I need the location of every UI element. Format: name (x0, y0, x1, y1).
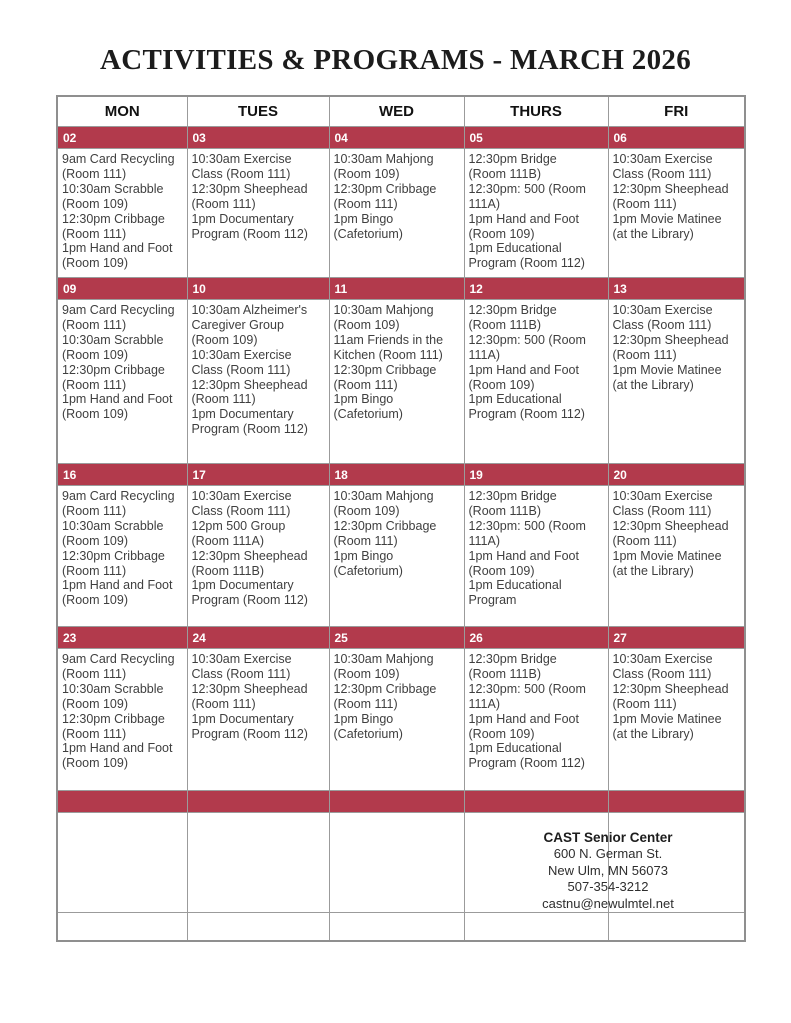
day-cell-03 (187, 149, 329, 278)
event-entry: 10:30am Mahjong (Room 109) (333, 489, 434, 518)
event-entry: 10:30am Exercise Class (Room 111) (191, 152, 292, 181)
empty-cell (329, 913, 464, 941)
event-entry: 1pm Bingo (Cafetorium) (333, 211, 403, 241)
date-cell-27: 27 (608, 627, 745, 649)
event-entry: 11am Friends in the Kitchen (Room 111) (333, 332, 444, 362)
date-cell-empty (187, 791, 329, 813)
event-entry: 10:30am Exercise Class (Room 111) (191, 652, 292, 681)
event-entry: 12:30pm Sheephead (Room 111B) (191, 548, 308, 578)
weekday-header-tues: TUES (187, 96, 329, 127)
event-entry: 1pm Bingo (Cafetorium) (333, 392, 403, 422)
day-cell-empty (187, 813, 329, 913)
event-entry: 12:30pm Sheephead (Room 111) (612, 332, 729, 362)
event-entry: 12:30pm Sheephead (Room 111) (612, 181, 729, 211)
org-name: CAST Senior Center (543, 830, 673, 845)
contact-info-block (542, 830, 674, 912)
date-cell-13: 13 (608, 278, 745, 300)
event-entry: 9am Card Recycling (Room 111) (62, 489, 175, 518)
empty-cell (57, 913, 187, 941)
event-entry: 1pm Hand and Foot (Room 109) (468, 548, 579, 578)
day-cell-17 (187, 486, 329, 627)
event-entry: 12:30pm Sheephead (Room 111) (612, 681, 729, 711)
email-address: castnu@newulmtel.net (542, 895, 674, 911)
event-entry: 12:30pm Cribbage (Room 111) (62, 211, 165, 241)
event-entry: 10:30am Scrabble (Room 109) (62, 181, 164, 211)
date-cell-17: 17 (187, 464, 329, 486)
day-cell-26 (464, 649, 608, 791)
event-entry: 1pm Hand and Foot (Room 109) (62, 392, 173, 422)
date-cell-11: 11 (329, 278, 464, 300)
day-cell-05 (464, 149, 608, 278)
event-entry: 12:30pm Cribbage (Room 111) (62, 711, 165, 741)
day-cell-13 (608, 300, 745, 464)
event-entry: 12:30pm Cribbage (Room 111) (62, 548, 165, 578)
event-entry: 12:30pm Sheephead (Room 111) (191, 681, 308, 711)
event-entry: 1pm Educational Program (Room 112) (468, 392, 585, 422)
day-cell-18 (329, 486, 464, 627)
date-cell-03: 03 (187, 127, 329, 149)
event-entry: 1pm Educational Program (Room 112) (468, 241, 585, 271)
event-entry: 10:30am Mahjong (Room 109) (333, 303, 434, 332)
date-cell-06: 06 (608, 127, 745, 149)
date-cell-02: 02 (57, 127, 187, 149)
event-entry: 12:30pm: 500 (Room 111A) (468, 518, 586, 548)
event-entry: 9am Card Recycling (Room 111) (62, 303, 175, 332)
day-cell-06 (608, 149, 745, 278)
date-cell-empty (464, 791, 608, 813)
date-bar-row (57, 627, 745, 649)
day-cell-empty (329, 813, 464, 913)
date-cell-10: 10 (187, 278, 329, 300)
date-cell-empty (329, 791, 464, 813)
date-bar-row (57, 278, 745, 300)
empty-cell (608, 913, 745, 941)
event-entry: 12:30pm Bridge (Room 111B) (468, 652, 557, 681)
week-content-row (57, 149, 745, 278)
day-cell-09 (57, 300, 187, 464)
day-cell-10 (187, 300, 329, 464)
empty-cell (464, 913, 608, 941)
event-entry: 1pm Documentary Program (Room 112) (191, 407, 308, 437)
weekday-header-mon: MON (57, 96, 187, 127)
date-cell-16: 16 (57, 464, 187, 486)
event-entry: 10:30am Scrabble (Room 109) (62, 681, 164, 711)
event-entry: 1pm Documentary Program (Room 112) (191, 578, 308, 608)
day-cell-02 (57, 149, 187, 278)
date-cell-12: 12 (464, 278, 608, 300)
event-entry: 10:30am Mahjong (Room 109) (333, 152, 434, 181)
event-entry: 10:30am Exercise Class (Room 111) (612, 489, 713, 518)
week-content-row (57, 486, 745, 627)
address-line-2: New Ulm, MN 56073 (548, 862, 668, 878)
calendar-table (56, 95, 746, 942)
event-entry: 1pm Documentary Program (Room 112) (191, 211, 308, 241)
event-entry: 12:30pm Bridge (Room 111B) (468, 489, 557, 518)
date-cell-18: 18 (329, 464, 464, 486)
event-entry: 10:30am Exercise Class (Room 111) (612, 152, 713, 181)
address-line-1: 600 N. German St. (553, 846, 663, 862)
event-entry: 10:30am Exercise Class (Room 111) (612, 303, 713, 332)
event-entry: 1pm Movie Matinee (at the Library) (612, 548, 722, 578)
weekday-header-row (57, 96, 745, 127)
bottom-empty-row (57, 913, 745, 941)
date-bar-row (57, 464, 745, 486)
day-cell-23 (57, 649, 187, 791)
event-entry: 10:30am Alzheimer's Caregiver Group (Room 109) (191, 303, 308, 347)
date-bar-row (57, 791, 745, 813)
date-cell-04: 04 (329, 127, 464, 149)
date-cell-19: 19 (464, 464, 608, 486)
weekday-header-fri: FRI (608, 96, 745, 127)
event-entry: 9am Card Recycling (Room 111) (62, 152, 175, 181)
date-cell-23: 23 (57, 627, 187, 649)
event-entry: 12:30pm Sheephead (Room 111) (612, 518, 729, 548)
event-entry: 10:30am Mahjong (Room 109) (333, 652, 434, 681)
event-entry: 10:30am Exercise Class (Room 111) (191, 489, 292, 518)
week-content-row (57, 649, 745, 791)
day-cell-04 (329, 149, 464, 278)
date-cell-empty (57, 791, 187, 813)
date-cell-25: 25 (329, 627, 464, 649)
event-entry: 12:30pm: 500 (Room 111A) (468, 681, 586, 711)
day-cell-27 (608, 649, 745, 791)
page-title: ACTIVITIES & PROGRAMS - MARCH 2026 (99, 44, 692, 76)
event-entry: 12:30pm: 500 (Room 111A) (468, 332, 586, 362)
week-content-row (57, 300, 745, 464)
event-entry: 12:30pm Cribbage (Room 111) (62, 362, 165, 392)
day-cell-25 (329, 649, 464, 791)
day-cell-20 (608, 486, 745, 627)
event-entry: 12:30pm: 500 (Room 111A) (468, 181, 586, 211)
event-entry: 10:30am Exercise Class (Room 111) (191, 347, 292, 377)
day-cell-empty (57, 813, 187, 913)
event-entry: 12:30pm Cribbage (Room 111) (333, 518, 437, 548)
event-entry: 1pm Educational Program (468, 578, 562, 608)
event-entry: 1pm Movie Matinee (at the Library) (612, 711, 722, 741)
event-entry: 1pm Movie Matinee (at the Library) (612, 362, 722, 392)
weekday-header-wed: WED (329, 96, 464, 127)
event-entry: 1pm Hand and Foot (Room 109) (468, 211, 579, 241)
event-entry: 1pm Hand and Foot (Room 109) (468, 362, 579, 392)
event-entry: 1pm Bingo (Cafetorium) (333, 711, 403, 741)
event-entry: 12:30pm Sheephead (Room 111) (191, 181, 308, 211)
event-entry: 12:30pm Cribbage (Room 111) (333, 181, 437, 211)
day-cell-24 (187, 649, 329, 791)
event-entry: 12:30pm Cribbage (Room 111) (333, 681, 437, 711)
phone-number: 507-354-3212 (567, 879, 649, 895)
date-cell-26: 26 (464, 627, 608, 649)
event-entry: 12:30pm Bridge (Room 111B) (468, 303, 557, 332)
date-cell-empty (608, 791, 745, 813)
event-entry: 12:30pm Bridge (Room 111B) (468, 152, 557, 181)
day-cell-11 (329, 300, 464, 464)
event-entry: 1pm Hand and Foot (Room 109) (62, 741, 173, 771)
event-entry: 1pm Documentary Program (Room 112) (191, 711, 308, 741)
event-entry: 1pm Hand and Foot (Room 109) (62, 241, 173, 271)
event-entry: 10:30am Exercise Class (Room 111) (612, 652, 713, 681)
event-entry: 1pm Hand and Foot (Room 109) (468, 711, 579, 741)
day-cell-19 (464, 486, 608, 627)
day-cell-16 (57, 486, 187, 627)
event-entry: 12:30pm Cribbage (Room 111) (333, 362, 437, 392)
day-cell-12 (464, 300, 608, 464)
empty-cell (187, 913, 329, 941)
event-entry: 10:30am Scrabble (Room 109) (62, 332, 164, 362)
date-cell-09: 09 (57, 278, 187, 300)
event-entry: 1pm Movie Matinee (at the Library) (612, 211, 722, 241)
event-entry: 12:30pm Sheephead (Room 111) (191, 377, 308, 407)
date-cell-24: 24 (187, 627, 329, 649)
event-entry: 1pm Hand and Foot (Room 109) (62, 578, 173, 608)
date-bar-row (57, 127, 745, 149)
event-entry: 1pm Bingo (Cafetorium) (333, 548, 403, 578)
weekday-header-thurs: THURS (464, 96, 608, 127)
date-cell-20: 20 (608, 464, 745, 486)
event-entry: 9am Card Recycling (Room 111) (62, 652, 175, 681)
event-entry: 10:30am Scrabble (Room 109) (62, 518, 164, 548)
event-entry: 1pm Educational Program (Room 112) (468, 741, 585, 771)
date-cell-05: 05 (464, 127, 608, 149)
event-entry: 12pm 500 Group (Room 111A) (191, 518, 286, 548)
